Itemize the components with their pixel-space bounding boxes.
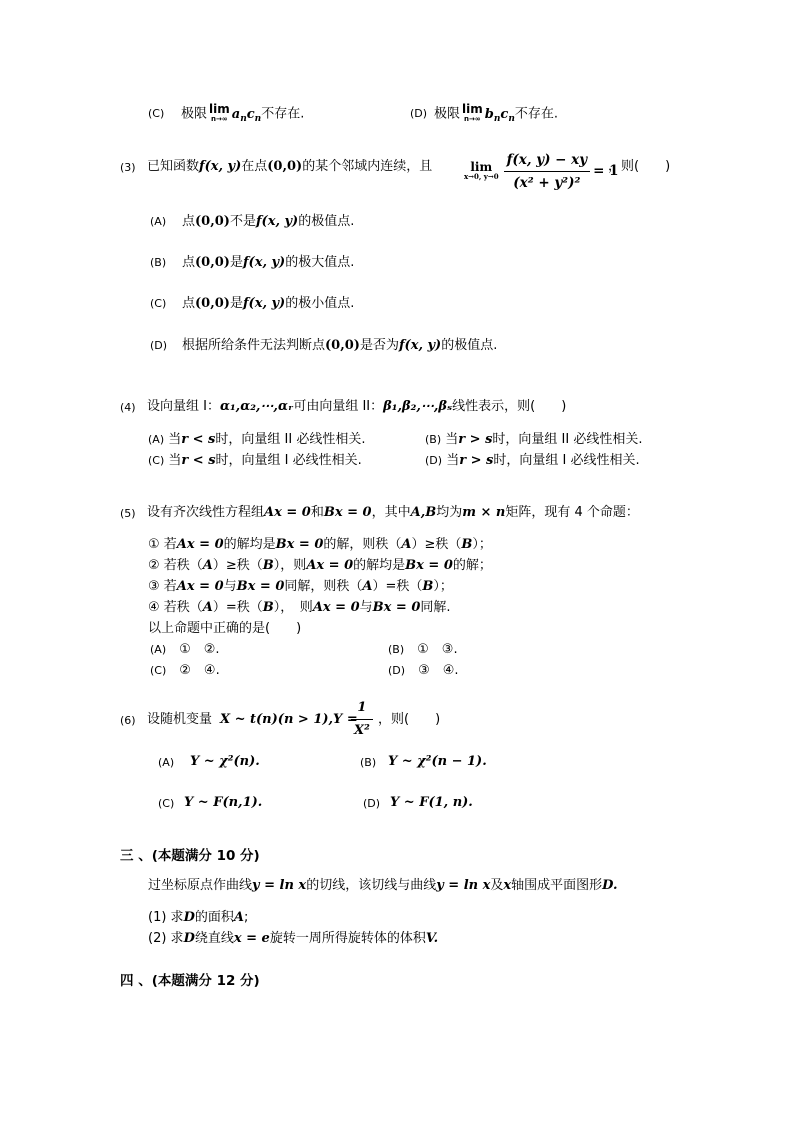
q3b-label: (B) xyxy=(150,256,167,269)
q5a-label: (A) xyxy=(150,643,167,656)
s3a-t2: 的切线，该切线与曲线 xyxy=(306,878,437,893)
q3-t1: 已知函数 xyxy=(147,159,200,174)
q6-t1: 设随机变量 xyxy=(147,712,213,727)
q4a-t2: 时，向量组 II 必线性相关. xyxy=(215,432,366,447)
p1-t1: ① 若 xyxy=(148,537,177,552)
p3-ax0: Ax = 0 xyxy=(176,579,224,594)
p1-ax0: Ax = 0 xyxy=(176,537,224,552)
text-not-exist-2: 不存在. xyxy=(514,106,558,122)
a-sym: a xyxy=(231,106,241,122)
p2-bx0: Bx = 0 xyxy=(405,558,453,573)
q5-bx0: Bx = 0 xyxy=(323,505,372,520)
p4-t3: ）， 则 xyxy=(273,600,313,615)
p3-bx0: Bx = 0 xyxy=(236,579,285,594)
q3c-t3: 的极小值点. xyxy=(285,296,355,311)
betas: β₁,β₂,⋯,βₛ xyxy=(383,399,453,414)
p1-t5: ）； xyxy=(472,537,492,552)
acn-expr: $a_nc_n$ xyxy=(231,106,262,124)
s3c-v: V. xyxy=(425,931,439,946)
s3a-curve-2: y = ln x xyxy=(436,878,491,893)
p2-t5: 的解； xyxy=(452,558,492,573)
q6-number: (6) xyxy=(120,714,136,727)
q3d-t1: 根据所给条件无法判断点 xyxy=(182,338,326,353)
q3d-t3: 的极值点. xyxy=(441,338,498,353)
q3a-t2: 不是 xyxy=(229,214,256,229)
point-00: (0,0) xyxy=(267,159,303,174)
c-sym-2: c xyxy=(500,106,509,122)
q3a-pt: (0,0) xyxy=(195,214,230,229)
q6c-expr: Y ~ F(n,1). xyxy=(184,795,263,810)
p2-t3: ），则 xyxy=(273,558,307,573)
s3b-a: A xyxy=(233,910,244,925)
p1-t4: ）≥秩（ xyxy=(411,537,462,552)
s3b-t3: ; xyxy=(243,910,249,925)
s3c-t2: 绕直线 xyxy=(194,931,234,946)
limit-symbol-2 xyxy=(462,104,483,124)
option-c-text xyxy=(181,104,304,129)
q5c-label: (C) xyxy=(150,664,167,677)
q6c-label: (C) xyxy=(158,797,175,810)
q3-number: (3) xyxy=(120,161,136,174)
q4c-cond: r < s xyxy=(181,453,216,468)
p3-t2: 与 xyxy=(223,579,237,594)
p1-bx0: Bx = 0 xyxy=(275,537,324,552)
q5-number: (5) xyxy=(120,507,136,520)
denominator: (x² + y²)² xyxy=(513,175,581,191)
q5-mxn: m × n xyxy=(462,505,506,520)
q3b-t2: 是 xyxy=(229,255,243,270)
q5-t3: ，其中 xyxy=(371,505,411,520)
alphas: α₁,α₂,⋯,αᵣ xyxy=(219,399,294,414)
s3c-d: D xyxy=(183,931,195,946)
text-not-exist: 不存在. xyxy=(261,106,305,122)
q3-stem xyxy=(147,157,432,177)
p1-t3: 的解，则秩（ xyxy=(323,537,402,552)
q6d-expr: Y ~ F(1, n). xyxy=(390,795,473,810)
p3-t3: 同解，则秩（ xyxy=(284,579,363,594)
q4-t1: 设向量组 I： xyxy=(147,399,220,414)
s3b-t1: (1) 求 xyxy=(148,910,184,925)
p4-t4: 与 xyxy=(359,600,373,615)
q3-t2: 在点 xyxy=(241,159,268,174)
q4a-cond: r < s xyxy=(181,432,216,447)
p2-t4: 的解均是 xyxy=(353,558,406,573)
q5-t1: 设有齐次线性方程组 xyxy=(147,505,265,520)
q3b-f: f(x, y) xyxy=(242,255,286,270)
s3a-t3: 及 xyxy=(490,878,504,893)
q4a-label: (A) xyxy=(148,433,165,446)
q3c-f: f(x, y) xyxy=(242,296,286,311)
q3c-label: (C) xyxy=(150,297,167,310)
q3-t4: ，则( ) xyxy=(608,159,671,174)
limit-symbol xyxy=(209,104,230,124)
q4c-t1: 当 xyxy=(168,453,182,468)
q5-ax0: Ax = 0 xyxy=(264,505,311,520)
q3a-t3: 的极值点. xyxy=(298,214,355,229)
p2-t1: ② 若秩（ xyxy=(148,558,203,573)
lim-word: lim xyxy=(209,102,230,116)
q3a-label: (A) xyxy=(150,215,167,228)
q4c-label: (C) xyxy=(148,454,165,467)
p3-b: B xyxy=(422,579,434,594)
s3c-t3: 旋转一周所得旋转体的体积 xyxy=(269,931,426,946)
p3-a: A xyxy=(362,579,373,594)
q3-limit-fraction xyxy=(462,150,618,193)
q3c-pt: (0,0) xyxy=(195,296,230,311)
q3b-pt: (0,0) xyxy=(195,255,230,270)
q4-t2: 可由向量组 II： xyxy=(293,399,384,414)
s3a-d: D. xyxy=(602,878,618,893)
q4d-t2: 时，向量组 I 必线性相关. xyxy=(493,453,640,468)
p4-t5: 同解. xyxy=(420,600,451,615)
q3c-t1: 点 xyxy=(182,296,196,311)
p1-a: A xyxy=(401,537,412,552)
equals-one: = 1 xyxy=(593,163,619,179)
q3c-t2: 是 xyxy=(229,296,243,311)
q5-t2: 和 xyxy=(310,505,324,520)
q5-t4: 均为 xyxy=(436,505,463,520)
text-limit-2: 极限 xyxy=(434,106,461,122)
s3a-curve: y = ln x xyxy=(252,878,307,893)
option-d-text xyxy=(434,104,558,129)
q3a-f: f(x, y) xyxy=(255,214,299,229)
p1-b: B xyxy=(461,537,473,552)
p4-a: A xyxy=(202,600,213,615)
s3c-xe: x = e xyxy=(233,931,270,946)
q4d-t1: 当 xyxy=(446,453,460,468)
s3a-t4: 轴围成平面图形 xyxy=(511,878,603,893)
s3b-t2: 的面积 xyxy=(194,910,234,925)
q5-ab: A,B xyxy=(410,505,437,520)
q6-t2: ，则( ) xyxy=(378,712,441,727)
q4-t3: 线性表示，则( ) xyxy=(452,399,567,414)
p4-ax0: Ax = 0 xyxy=(312,600,360,615)
q4-number: (4) xyxy=(120,401,136,414)
bcn-expr: $b_nc_n$ xyxy=(484,106,515,124)
q4c-t2: 时，向量组 I 必线性相关. xyxy=(215,453,362,468)
b-sym: b xyxy=(484,106,494,122)
q3a-t1: 点 xyxy=(182,214,196,229)
q3d-label: (D) xyxy=(150,339,168,352)
q3d-pt: (0,0) xyxy=(325,338,360,353)
p2-b: B xyxy=(262,558,274,573)
q5c-text: ② ④. xyxy=(179,663,220,678)
limit-symbol-3 xyxy=(464,159,499,182)
p4-t2: ）=秩（ xyxy=(212,600,263,615)
p1-t2: 的解均是 xyxy=(223,537,276,552)
q5-t5: 矩阵，现有 4 个命题： xyxy=(505,505,639,520)
q3b-t3: 的极大值点. xyxy=(285,255,355,270)
q4d-label: (D) xyxy=(425,454,443,467)
q4a-t1: 当 xyxy=(168,432,182,447)
q3d-f: f(x, y) xyxy=(398,338,442,353)
p4-bx0: Bx = 0 xyxy=(372,600,421,615)
q5d-label: (D) xyxy=(388,664,406,677)
p4-b: B xyxy=(262,600,274,615)
lim-sub-2: n→∞ xyxy=(464,115,481,123)
p2-a: A xyxy=(202,558,213,573)
p3-t4: ）=秩（ xyxy=(372,579,423,594)
q3d-t2: 是否为 xyxy=(359,338,399,353)
q4b-t1: 当 xyxy=(445,432,459,447)
q5a-text: ① ②. xyxy=(179,642,220,657)
lim-sub-3: x→0, y→0 xyxy=(464,171,499,181)
p2-ax0: Ax = 0 xyxy=(306,558,354,573)
q4d-cond: r > s xyxy=(459,453,494,468)
q6-numerator: 1 xyxy=(351,698,373,720)
s3a-x: x xyxy=(503,878,512,893)
q6d-label: (D) xyxy=(363,797,381,810)
q6-fraction xyxy=(351,698,373,741)
q6b-expr: Y ~ χ²(n − 1). xyxy=(388,754,487,769)
q5d-text: ③ ④. xyxy=(418,663,459,678)
q6a-expr: Y ~ χ²(n). xyxy=(190,754,260,769)
q6-denominator: X² xyxy=(354,723,370,738)
lim-word-2: lim xyxy=(462,102,483,116)
q4b-cond: r > s xyxy=(458,432,493,447)
c-sym: c xyxy=(246,106,255,122)
q4b-t2: 时，向量组 II 必线性相关. xyxy=(492,432,643,447)
lim-word-3: lim xyxy=(470,159,493,174)
p5-t1: 以上命题中正确的是( ) xyxy=(148,621,302,636)
text-limit: 极限 xyxy=(181,106,208,122)
q4b-label: (B) xyxy=(425,433,442,446)
s3b-d: D xyxy=(183,910,195,925)
lim-sub: n→∞ xyxy=(211,115,228,123)
q6b-label: (B) xyxy=(360,756,377,769)
s3a-t1: 过坐标原点作曲线 xyxy=(148,878,253,893)
p2-t2: ）≥秩（ xyxy=(212,558,263,573)
section-3-title: 三 、(本题满分 10 分) xyxy=(120,848,260,864)
fxy: f(x, y) xyxy=(199,159,242,174)
section-4-title: 四 、(本题满分 12 分) xyxy=(120,973,260,989)
p3-t5: ）； xyxy=(433,579,453,594)
fraction xyxy=(504,150,590,193)
q6-xt: X ~ t(n)(n > 1),Y = xyxy=(220,712,358,727)
q6a-label: (A) xyxy=(158,756,175,769)
p4-t1: ④ 若秩（ xyxy=(148,600,203,615)
q3-t3: 的某个邻域内连续，且 xyxy=(302,159,433,174)
q5b-text: ① ③. xyxy=(417,642,458,657)
p3-t1: ③ 若 xyxy=(148,579,177,594)
q3b-t1: 点 xyxy=(182,255,196,270)
q5b-label: (B) xyxy=(388,643,405,656)
option-d-label: (D) xyxy=(410,107,428,120)
numerator: f(x, y) − xy xyxy=(504,150,590,172)
option-c-label: (C) xyxy=(148,107,165,120)
s3c-t1: (2) 求 xyxy=(148,931,184,946)
